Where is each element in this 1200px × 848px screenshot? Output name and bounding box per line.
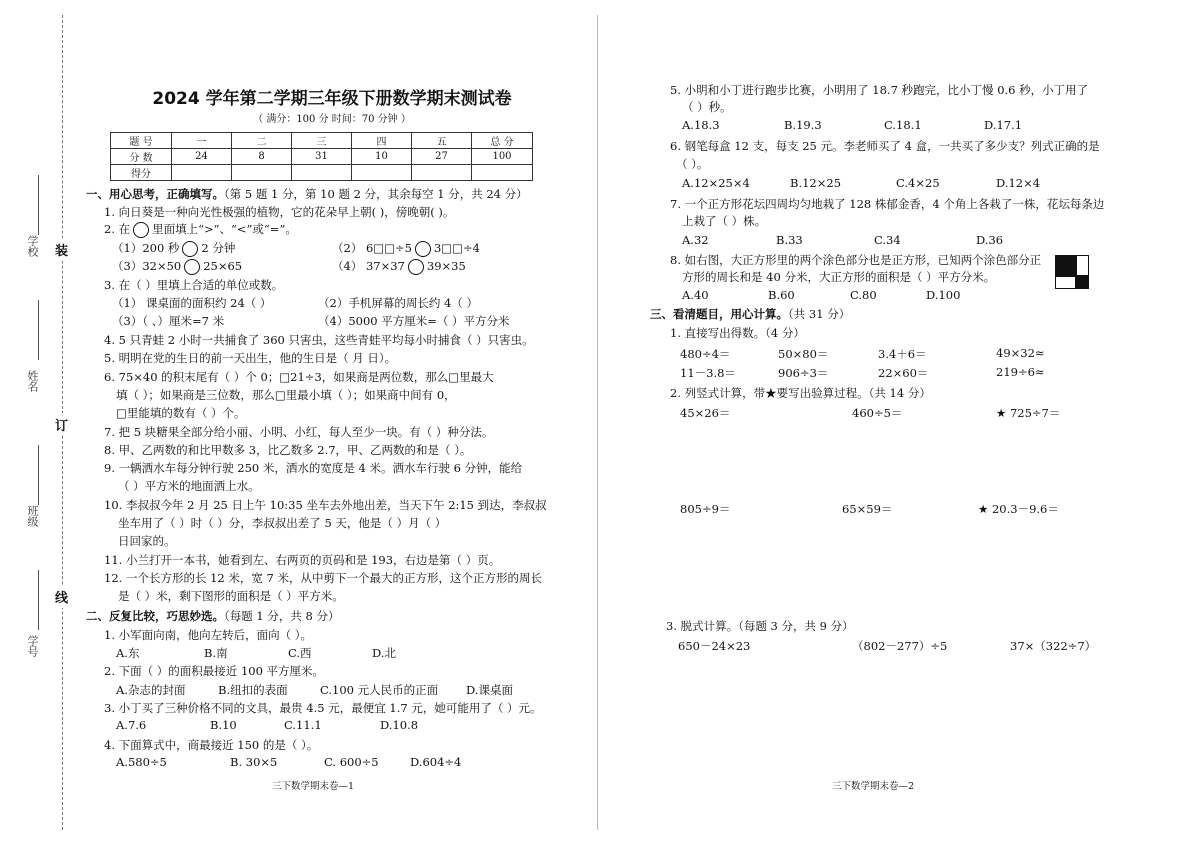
section-2-title: 二、反复比较，巧思妙选。 (86, 609, 224, 623)
square-figure (1055, 255, 1089, 289)
option[interactable]: A.580÷5 (116, 755, 167, 769)
score-cell: 三 (292, 133, 352, 149)
score-table (110, 132, 533, 181)
option[interactable]: C. 600÷5 (324, 755, 379, 769)
score-table-score-row (111, 165, 533, 181)
question-text: 里面填上“>”、“<”或“=”。 (152, 222, 297, 236)
binding-label-class: 班级 (26, 505, 39, 527)
score-input-cell[interactable] (232, 165, 292, 181)
question-1-6-cont: 填（ ）；如果商是三位数，那么□里最小填（ ）；如果商中间有 0， (116, 388, 456, 402)
option[interactable]: A.7.6 (116, 718, 147, 732)
section-2-heading (86, 608, 340, 624)
option[interactable]: C.4×25 (896, 176, 940, 190)
compare-item (112, 240, 235, 257)
section-1-title: 一、用心思考，正确填写。 (86, 187, 224, 201)
sub-question-3-2: 2. 列竖式计算，带★要写出验算过程。（共 14 分） (670, 386, 931, 400)
section-1-note: （第 5 题 1 分，第 10 题 2 分，其余每空 1 分，共 24 分） (224, 187, 528, 201)
question-text: 2. 在 (104, 222, 131, 236)
step-calc: 37×（322÷7） (1010, 639, 1097, 653)
score-cell: 题 号 (111, 133, 172, 149)
option[interactable]: C.11.1 (284, 718, 322, 732)
option[interactable]: B.33 (776, 233, 803, 247)
score-input-cell[interactable] (412, 165, 472, 181)
vertical-calc: 460÷5＝ (852, 406, 903, 420)
direct-calc: 906÷3＝ (778, 366, 829, 380)
question-2-5: 5. 小明和小丁进行跑步比赛，小明用了 18.7 秒跑完，比小丁慢 0.6 秒，小丁用了 (670, 83, 1089, 97)
vertical-calc: 45×26＝ (680, 406, 731, 420)
score-cell: 五 (412, 133, 472, 149)
compare-right: 3□□÷4 (433, 241, 480, 255)
score-table-header-row (111, 133, 533, 149)
option[interactable]: A.杂志的封面 (116, 683, 186, 697)
compare-circle-icon (133, 222, 149, 238)
direct-calc: 3.4＋6＝ (878, 347, 927, 361)
question-1-12: 12. 一个长方形的长 12 米，宽 7 米，从中剪下一个最大的正方形，这个正方形的周长 (104, 571, 543, 585)
score-cell: 得分 (111, 165, 172, 181)
vertical-calc: 805÷9＝ (680, 502, 731, 516)
compare-right: 2 分钟 (201, 241, 236, 255)
exam-page-1 (0, 0, 598, 848)
score-input-cell[interactable] (172, 165, 232, 181)
compare-left: （4） 37×37 (332, 259, 405, 273)
option[interactable]: B. 30×5 (230, 755, 278, 769)
option[interactable]: C.80 (850, 288, 877, 302)
score-cell: 总 分 (472, 133, 533, 149)
question-1-10: 10. 李叔叔今年 2 月 25 日上午 10:35 坐车去外地出差，当天下午 2:15 到达，李叔叔 (104, 498, 547, 512)
question-2-6: 6. 钢笔每盒 12 支，每支 25 元。李老师买了 4 盒，一共买了多少支？列式正确的是 (670, 139, 1100, 153)
question-1-10-cont: 坐车用了（ ）时（ ）分，李叔叔出差了 5 天，他是（ ）月（ ） (118, 516, 447, 530)
question-2-3: 3. 小丁买了三种价格不同的文具，最贵 4.5 元，最便宜 1.7 元，她可能用了（ ）元。 (104, 701, 542, 715)
question-1-9: 9. 一辆洒水车每分钟行驶 250 米，洒水的宽度是 4 米。洒水车行驶 6 分钟，能给 (104, 461, 523, 475)
option[interactable]: C.100 元人民币的正面 (320, 683, 439, 697)
score-cell: 二 (232, 133, 292, 149)
compare-left: （2） 6□□÷5 (332, 241, 412, 255)
option[interactable]: B.12×25 (790, 176, 842, 190)
direct-calc: 49×32≈ (996, 346, 1045, 360)
binding-word-zhuang: 装 (55, 238, 68, 261)
compare-circle-input[interactable] (408, 259, 424, 275)
question-1-9-cont: （ ）平方米的地面洒上水。 (118, 479, 260, 493)
question-1-5: 5. 明明在党的生日的前一天出生，他的生日是（ 月 日）。 (104, 351, 397, 365)
vertical-calc: ★ 20.3－9.6＝ (978, 502, 1059, 516)
compare-left: （1）200 秒 (112, 241, 180, 255)
question-2-2: 2. 下面（ ）的面积最接近 100 平方厘米。 (104, 664, 325, 678)
question-1-6-cont: □里能填的数有（ ）个。 (116, 406, 246, 420)
question-2-5-cont: （ ）秒。 (682, 100, 732, 114)
section-1-heading (86, 186, 528, 202)
page-divider (597, 15, 598, 830)
question-1-2 (104, 221, 297, 238)
compare-right: 39×35 (426, 259, 466, 273)
question-2-7: 7. 一个正方形花坛四周均匀地栽了 128 株郁金香，4 个角上各栽了一株，花坛每条边 (670, 197, 1105, 211)
option[interactable]: D.17.1 (984, 118, 1023, 132)
binding-label-number: 学号 (26, 635, 39, 657)
question-1-3-b: （2）手机屏幕的周长约 4（ ） (318, 296, 478, 310)
direct-calc: 11－3.8＝ (680, 366, 736, 380)
option[interactable]: A.32 (682, 233, 709, 247)
option[interactable]: B.60 (768, 288, 795, 302)
direct-calc: 480÷4＝ (680, 347, 731, 361)
page-footer: 三下数学期末卷—1 (272, 781, 355, 792)
option[interactable]: D.10.8 (380, 718, 419, 732)
section-3-heading (650, 306, 850, 322)
option[interactable]: D.100 (926, 288, 961, 302)
question-1-1: 1. 向日葵是一种向光性极强的植物，它的花朵早上朝( )，傍晚朝( )。 (104, 205, 455, 219)
option[interactable]: A.东 (116, 646, 140, 660)
question-1-11: 11. 小兰打开一本书，她看到左、右两页的页码和是 193，右边是第（ ）页。 (104, 553, 501, 567)
question-1-3-d: （4）5000 平方厘米=（ ）平方分米 (318, 314, 510, 328)
sub-question-3-1: 1. 直接写出得数。（4 分） (670, 326, 805, 340)
question-1-7: 7. 把 5 块糖果全部分给小丽、小明、小红，每人至少一块。有（ ）种分法。 (104, 425, 494, 439)
question-1-8: 8. 甲、乙两数的和比甲数多 3，比乙数多 2.7，甲、乙两数的和是（ ）。 (104, 443, 472, 457)
compare-circle-input[interactable] (415, 241, 431, 257)
question-2-4: 4. 下面算式中，商最接近 150 的是（ ）。 (104, 738, 319, 752)
option[interactable]: B.南 (204, 646, 228, 660)
binding-line (38, 570, 39, 630)
option[interactable]: C.18.1 (884, 118, 922, 132)
step-calc: 650－24×23 (678, 639, 751, 653)
score-cell: 31 (292, 149, 352, 165)
question-1-3: 3. 在（ ）里填上合适的单位或数。 (104, 278, 284, 292)
question-2-8-cont: 方形的周长和是 40 分米，大正方形的面积是（ ）平方分米。 (682, 270, 996, 284)
sub-question-3-3: 3. 脱式计算。（每题 3 分，共 9 分） (666, 619, 854, 633)
question-1-6: 6. 75×40 的积末尾有（ ）个 0；□21÷3，如果商是两位数，那么□里最大 (104, 370, 494, 384)
score-cell: 10 (352, 149, 412, 165)
option[interactable]: A.12×25×4 (682, 176, 750, 190)
option[interactable]: D.12×4 (996, 176, 1041, 190)
question-1-3-a: （1） 课桌面的面积约 24（ ） (112, 296, 272, 310)
score-cell: 100 (472, 149, 533, 165)
score-table-points-row (111, 149, 533, 165)
score-cell: 8 (232, 149, 292, 165)
option[interactable]: B.纽扣的表面 (218, 683, 288, 697)
binding-label-school: 学校 (26, 235, 39, 257)
score-input-cell[interactable] (292, 165, 352, 181)
option[interactable]: A.40 (682, 288, 709, 302)
option[interactable]: B.19.3 (784, 118, 822, 132)
binding-line (38, 300, 39, 360)
binding-line (38, 445, 39, 505)
compare-item (332, 258, 466, 275)
figure-line (1075, 256, 1077, 288)
binding-label-name: 姓名 (26, 370, 39, 392)
vertical-calc: 65×59＝ (842, 502, 893, 516)
score-input-cell[interactable] (472, 165, 533, 181)
question-1-12-cont: 是（ ）米，剩下图形的面积是（ ）平方米。 (118, 589, 344, 603)
score-cell: 分 数 (111, 149, 172, 165)
score-cell: 24 (172, 149, 232, 165)
compare-right: 25×65 (203, 259, 243, 273)
option[interactable]: B.10 (210, 718, 237, 732)
vertical-calc: ★ 725÷7＝ (996, 406, 1061, 420)
question-1-3-c: （3）（ 、）厘米=7 米 (112, 314, 225, 328)
binding-word-xian: 线 (55, 585, 68, 608)
section-3-title: 三、看清题目，用心计算。 (650, 307, 788, 321)
compare-circle-input[interactable] (184, 259, 200, 275)
option[interactable]: D.课桌面 (466, 683, 513, 697)
exam-page-2 (600, 0, 1200, 848)
compare-item (332, 240, 480, 257)
option[interactable]: D.36 (976, 233, 1004, 247)
binding-word-ding: 订 (55, 413, 68, 436)
option[interactable]: D.604÷4 (410, 755, 462, 769)
option[interactable]: D.北 (372, 646, 396, 660)
direct-calc: 22×60＝ (878, 366, 929, 380)
section-3-note: （共 31 分） (788, 307, 851, 321)
shaded-square (1056, 256, 1075, 275)
figure-line (1056, 275, 1088, 277)
compare-circle-input[interactable] (182, 241, 198, 257)
question-2-7-cont: 上栽了（ ）株。 (682, 214, 767, 228)
option[interactable]: A.18.3 (682, 118, 720, 132)
question-2-6-cont: （ ）。 (676, 157, 709, 171)
option[interactable]: C.西 (288, 646, 312, 660)
direct-calc: 50×80＝ (778, 347, 829, 361)
exam-title: 2024 学年第二学期三年级下册数学期末测试卷 (152, 89, 512, 109)
score-cell: 一 (172, 133, 232, 149)
question-1-4: 4. 5 只青蛙 2 小时一共捕食了 360 只害虫，这些青蛙平均每小时捕食（ ）只害虫。 (104, 333, 534, 347)
shaded-square (1075, 275, 1088, 288)
option[interactable]: C.34 (874, 233, 901, 247)
page-footer: 三下数学期末卷—2 (832, 781, 915, 792)
question-2-1: 1. 小军面向南，他向左转后，面向（ ）。 (104, 628, 313, 642)
step-calc: （802－277）÷5 (852, 639, 948, 653)
score-cell: 27 (412, 149, 472, 165)
section-2-note: （每题 1 分，共 8 分） (224, 609, 340, 623)
direct-calc: 219÷6≈ (996, 365, 1045, 379)
compare-left: （3）32×50 (112, 259, 182, 273)
compare-item (112, 258, 242, 275)
score-input-cell[interactable] (352, 165, 412, 181)
question-2-8: 8. 如右图，大正方形里的两个涂色部分也是正方形，已知两个涂色部分正 (670, 253, 1042, 267)
score-cell: 四 (352, 133, 412, 149)
question-1-10-cont: 日回家的。 (118, 534, 176, 548)
exam-subtitle: （ 满分：100 分 时间：70 分钟 ） (253, 114, 411, 125)
binding-line (38, 175, 39, 235)
